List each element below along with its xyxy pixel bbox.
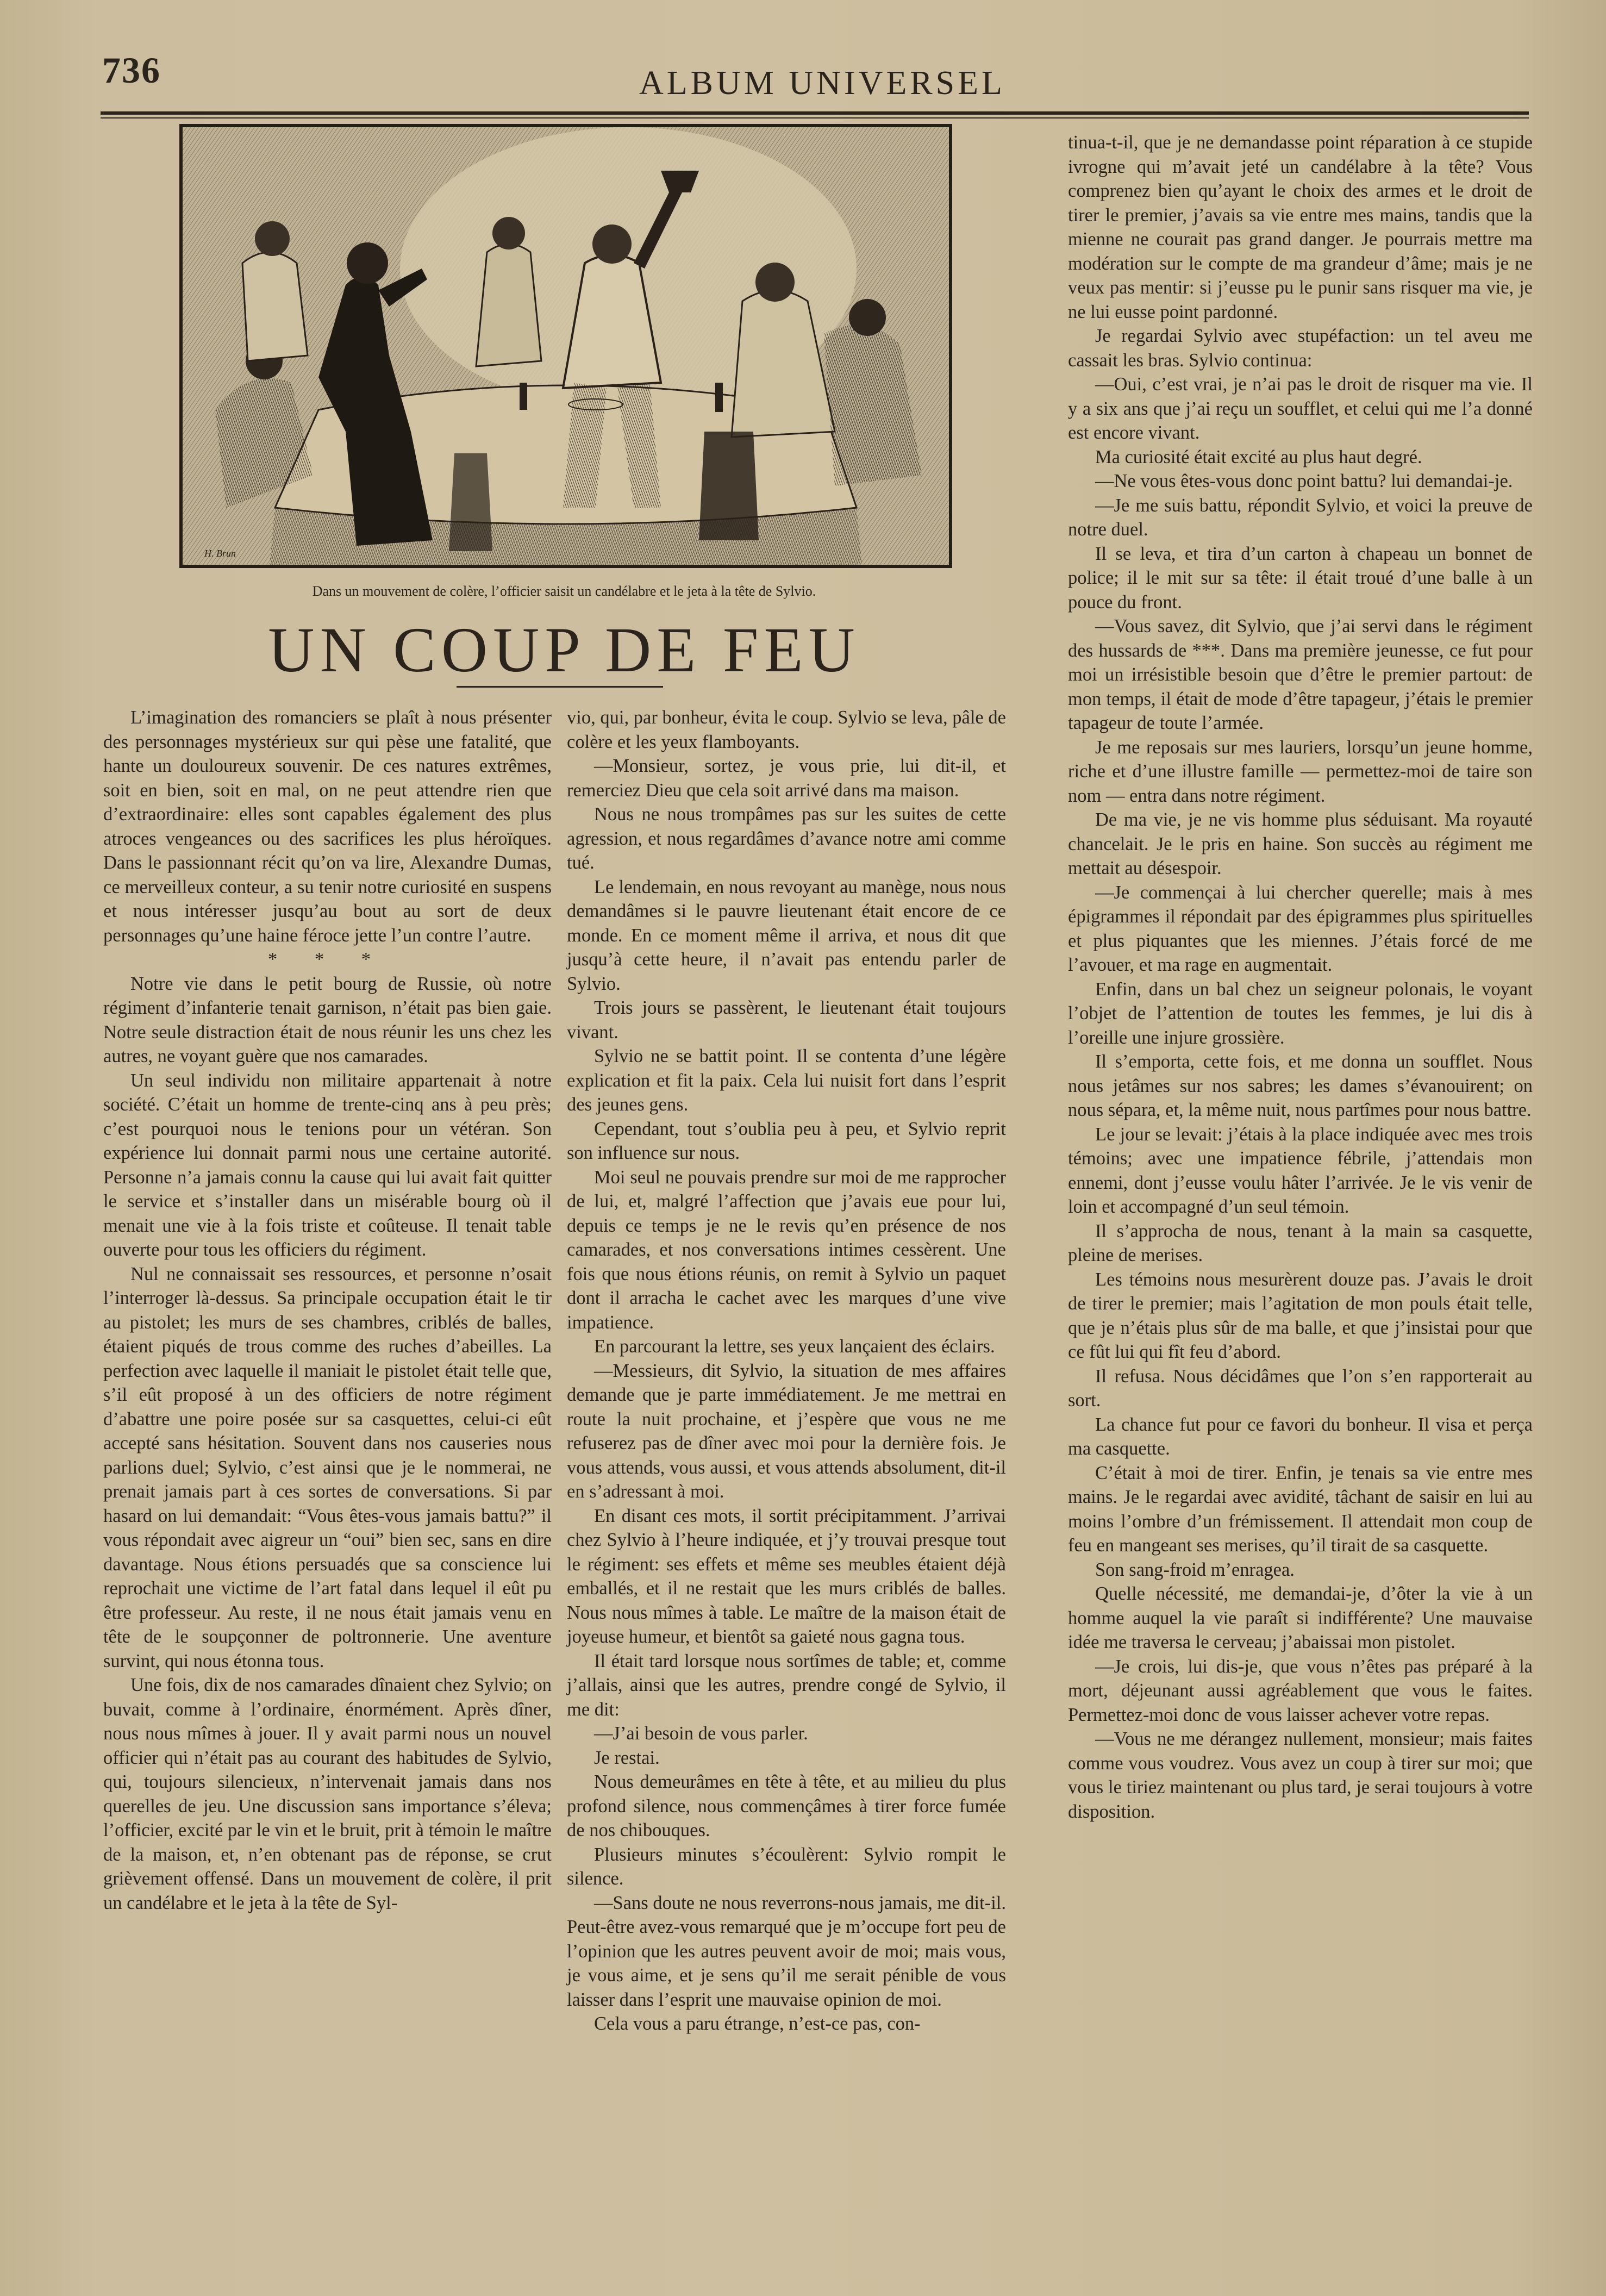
paragraph: —Je crois, lui dis-je, que vous n’êtes pas préparé à la mort, déjeunant aussi agréablement que vous le faites. Permettez-moi donc de vous laisser achever votre repas.	[1068, 1656, 1533, 1725]
paragraph: tinua-t-il, que je ne demandasse point réparation à ce stupide ivrogne qui m’avait jeté un candélabre à la tête? Vous comprenez bien qu’ayant le choix des armes et le droit de tirer le premier, j’avais sa vie entre mes mains, tandis que la mienne ne courait pas grand danger. Je pourrais mettre ma modération sur le compte de ma grandeur d’âme; mais je ne veux pas mentir: si j’eusse pu le punir sans risquer ma vie, je ne lui eusse point pardonné.	[1068, 132, 1533, 322]
text-column-2	[567, 706, 1006, 2036]
page-number: 736	[102, 49, 161, 91]
paragraph: Enfin, dans un bal chez un seigneur polonais, le voyant l’objet de l’attention de toutes les femmes, je lui dis à l’oreille une injure grossière.	[1068, 978, 1533, 1048]
illustration-caption: Dans un mouvement de colère, l’officier saisit un candélabre et le jeta à la tête de Sylvio.	[312, 583, 816, 599]
paragraph: —Vous ne me dérangez nullement, monsieur; mais faites comme vous voudrez. Vous avez un coup à tirer sur moi; que vous le tiriez maintenant ou plus tard, je serai toujours à votre disposition.	[1068, 1729, 1533, 1822]
artist-signature: H. Brun	[204, 548, 236, 559]
paragraph: vio, qui, par bonheur, évita le coup. Sylvio se leva, pâle de colère et les yeux flamboyants.	[567, 707, 1006, 752]
paragraph: Moi seul ne pouvais prendre sur moi de me rapprocher de lui, et, malgré l’affection que j’avais eue pour lui, depuis ce temps je ne le revis qu’en présence de nos camarades, et nos conversations intimes cessèrent. Une fois que nous étions réunis, on remit à Sylvio un paquet dont il arracha le cachet avec les marques d’une vive impatience.	[567, 1166, 1006, 1333]
paragraph: Il était tard lorsque nous sortîmes de table; et, comme j’allais, ainsi que les autres, prendre congé de Sylvio, il me dit:	[567, 1650, 1006, 1720]
paragraph: Nous demeurâmes en tête à tête, et au milieu du plus profond silence, nous commençâmes à tirer force fumée de nos chibouques.	[567, 1771, 1006, 1840]
paragraph: Ma curiosité était excité au plus haut degré.	[1095, 446, 1422, 467]
paragraph: Nous ne nous trompâmes pas sur les suites de cette agression, et nous regardâmes d’avance notre ami comme tué.	[567, 804, 1006, 873]
paragraph: Je regardai Sylvio avec stupéfaction: un tel aveu me cassait les bras. Sylvio continua:	[1068, 326, 1533, 371]
paragraph: Le lendemain, en nous revoyant au manège, nous nous demandâmes si le pauvre lieutenant était encore de ce monde. En ce moment même il arriva, et nous dit que jusqu’à cette heure, il n’avait pas entendu parler de Sylvio.	[567, 876, 1006, 994]
duel-scene-engraving	[183, 127, 949, 565]
paragraph: —Ne vous êtes-vous donc point battu? lui demandai-je.	[1095, 471, 1513, 491]
paragraph: Il s’emporta, cette fois, et me donna un soufflet. Nous nous jetâmes sur nos sabres; les dames s’évanouirent; on nous sépara, et, la même nuit, nous partîmes pour nous battre.	[1068, 1051, 1533, 1120]
paragraph: Plusieurs minutes s’écoulèrent: Sylvio rompit le silence.	[567, 1844, 1006, 1889]
header-rule-thin	[101, 117, 1529, 118]
paragraph: —J’ai besoin de vous parler.	[594, 1723, 808, 1744]
paragraph: De ma vie, je ne vis homme plus séduisant. Ma royauté chancelait. Je le pris en haine. Son succès au régiment me mettait au désespoir.	[1068, 809, 1533, 878]
paragraph: —Oui, c’est vrai, je n’ai pas le droit de risquer ma vie. Il y a six ans que j’ai reçu un soufflet, et celui qui me l’a donné est encore vivant.	[1068, 374, 1533, 443]
paragraph: Cela vous a paru étrange, n’est-ce pas, con-	[594, 2013, 921, 2034]
paragraph: —Messieurs, dit Sylvio, la situation de mes affaires demande que je parte immédiatement. Je me mettrai en route la nuit prochaine, et j’espère que vous ne me refuserez pas de dîner avec moi pour la dernière fois. Je vous attends, vous aussi, et vous attends absolument, dit-il en s’adressant à moi.	[567, 1360, 1006, 1502]
paragraph: Un seul individu non militaire appartenait à notre société. C’était un homme de trente-cinq ans à peu près; c’est pourquoi nous le tenions pour un vétéran. Son expérience lui donnait parmi nous une certaine autorité. Personne n’a jamais connu la cause qui lui avait fait quitter le service et s’installer dans un misérable bourg où il menait une vie à la fois triste et coûteuse. Il tenait table ouverte pour tous les officiers du régiment.	[103, 1070, 552, 1260]
paragraph: C’était à moi de tirer. Enfin, je tenais sa vie entre mes mains. Je le regardai avec avidité, tâchant de saisir en lui au moins l’ombre d’un frémissement. Il attendait mon coup de feu en mangeant ses merises, qu’il tirait de sa casquette.	[1068, 1462, 1533, 1556]
article-title: UN COUP DE FEU	[268, 614, 860, 685]
paragraph: —Je commençai à lui chercher querelle; mais à mes épigrammes il répondait par des épigrammes plus spirituelles et plus piquantes que les miennes. J’étais forcé de me l’avouer, et ma rage en augmentait.	[1068, 882, 1533, 975]
paragraph: La chance fut pour ce favori du bonheur. Il visa et perça ma casquette.	[1068, 1414, 1533, 1459]
paragraph: Il se leva, et tira d’un carton à chapeau un bonnet de police; il le mit sur sa tête: il était troué d’une balle à un pouce du front.	[1068, 543, 1533, 613]
paragraph: Notre vie dans le petit bourg de Russie, où notre régiment d’infanterie tenait garnison, n’était pas bien gaie. Notre seule distraction était de nous réunir les uns chez les autres, ne voyant guère que nos camarades.	[103, 973, 552, 1066]
paragraph: —Monsieur, sortez, je vous prie, lui dit-il, et remerciez Dieu que cela soit arrivé dans ma maison.	[567, 756, 1006, 801]
paragraph: Une fois, dix de nos camarades dînaient chez Sylvio; on buvait, comme à l’ordinaire, énormément. Après dîner, nous nous mîmes à jouer. Il y avait parmi nous un nouvel officier qui n’était pas au courant des habitudes de Sylvio, qui, toujours silencieux, n’intervenait jamais dans nos querelles de jeu. Une discussion sans importance s’éleva; l’officier, excité par le vin et le bruit, prit à témoin le maître de la maison, et, n’en obtenant pas de réponse, se crut grièvement offensé. Dans un mouvement de colère, il prit un candélabre et le jeta à la tête de Syl-	[103, 1675, 552, 1913]
paragraph: Nul ne connaissait ses ressources, et personne n’osait l’interroger là-dessus. Sa principale occupation était le tir au pistolet; les murs de ses chambres, criblés de balles, étaient piqués de trous comme des ruches d’abeilles. La perfection avec laquelle il maniait le pistolet était telle que, s’il eût proposé à un des officiers de notre régiment d’abattre une poire posée sur sa casquettes, celui-ci eût accepté sans hésitation. Souvent dans nos causeries nous parlions duel; Sylvio, c’est ainsi que je le nommerai, ne prenait jamais part à ces sortes de conversations. Si par hasard on lui demandait: “Vous êtes-vous jamais battu?” il vous répondait avec aigreur un “oui” bien sec, sans en dire davantage. Nous étions persuadés que sa conscience lui reprochait une victime de l’art fatal dans lequel il eût pu être professeur. Au reste, il ne nous était jamais venu en tête de le soupçonner de poltronnerie. Une aventure survint, qui nous étonna tous.	[103, 1263, 552, 1671]
paragraph: —Je me suis battu, répondit Sylvio, et voici la preuve de notre duel.	[1068, 495, 1533, 540]
paragraph: Les témoins nous mesurèrent douze pas. J’avais le droit de tirer le premier; mais l’agitation de mon pouls était telle, que je n’étais plus sûr de ma balle, et que j’insistai pour que ce fût lui qui fît feu d’abord.	[1068, 1269, 1533, 1362]
paragraph: Quelle nécessité, me demandai-je, d’ôter la vie à un homme auquel la vie paraît si indifférente? Une mauvaise idée me traversa le cerveau; j’abaissai mon pistolet.	[1068, 1583, 1533, 1652]
paragraph: En disant ces mots, il sortit précipitamment. J’arrivai chez Sylvio à l’heure indiquée, et j’y trouvai presque tout le régiment: ses effets et même ses meubles étaient déjà emballés, et il ne restait que les murs criblés de balles. Nous nous mîmes à table. Le maître de la maison était de joyeuse humeur, et bientôt sa gaieté nous gagna tous.	[567, 1505, 1006, 1647]
paragraph: Je restai.	[594, 1747, 660, 1768]
paragraph: En parcourant la lettre, ses yeux lançaient des éclairs.	[594, 1336, 995, 1357]
title-rule	[457, 686, 663, 688]
paragraph: Cependant, tout s’oublia peu à peu, et Sylvio reprit son influence sur nous.	[567, 1118, 1006, 1163]
paragraph: —Sans doute ne nous reverrons-nous jamais, me dit-il. Peut-être avez-vous remarqué que je m’occupe fort peu de l’opinion que les autres peuvent avoir de moi; mais vous, je vous aime, et je sens qu’il me serait pénible de vous laisser dans l’esprit une mauvaise opinion de moi.	[567, 1892, 1006, 2010]
paragraph: Le jour se levait: j’étais à la place indiquée avec mes trois témoins; avec une impatience fébrile, j’attendais mon ennemi, dont j’eusse voulu hâter l’arrivée. Je le vis venir de loin et accompagné d’un seul témoin.	[1068, 1124, 1533, 1217]
text-column-3	[1068, 130, 1533, 1824]
paragraph: Il s’approcha de nous, tenant à la main sa casquette, pleine de merises.	[1068, 1220, 1533, 1265]
text-column-1	[103, 706, 552, 1915]
paragraph: Trois jours se passèrent, le lieutenant était toujours vivant.	[567, 997, 1006, 1043]
paragraph: —Vous savez, dit Sylvio, que j’ai servi dans le régiment des hussards de ***. Dans ma première jeunesse, ce fut pour moi un irrésistible besoin que d’être le premier partout: de mon temps, il était de mode d’être tapageur, j’étais le premier tapageur de toute l’armée.	[1068, 616, 1533, 733]
section-break: * * *	[268, 949, 387, 970]
paragraph: Il refusa. Nous décidâmes que l’on s’en rapporterait au sort.	[1068, 1365, 1533, 1411]
engraving-illustration	[179, 124, 952, 568]
paragraph: Sylvio ne se battit point. Il se contenta d’une légère explication et fit la paix. Cela lui nuisit fort dans l’esprit des jeunes gens.	[567, 1046, 1006, 1115]
paragraph: L’imagination des romanciers se plaît à nous présenter des personnages mystérieux sur qui pèse une fatalité, que hante un douloureux souvenir. De ces natures extrêmes, soit en bien, soit en mal, on ne peut attendre rien que d’extraordinaire: elles sont capables également des plus atroces vengeances ou des sacrifices les plus héroïques. Dans le passionnant récit qu’on va lire, Alexandre Dumas, ce merveilleux conteur, a su tenir notre curiosité en suspens et nous intéresser jusqu’au bout au sort de deux personnages qu’une haine féroce jette l’un contre l’autre.	[103, 707, 552, 946]
header-rule	[101, 111, 1529, 115]
paragraph: Son sang-froid m’enragea.	[1095, 1559, 1295, 1580]
paragraph: Je me reposais sur mes lauriers, lorsqu’un jeune homme, riche et d’une illustre famille — permettez-moi de taire son nom — entra dans notre régiment.	[1068, 737, 1533, 806]
running-title: ALBUM UNIVERSEL	[639, 65, 1005, 102]
